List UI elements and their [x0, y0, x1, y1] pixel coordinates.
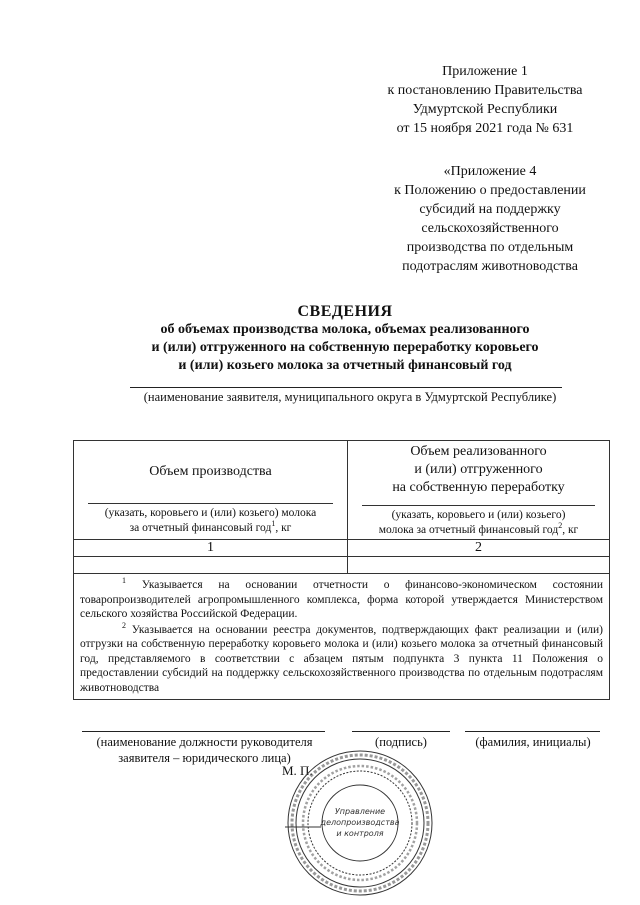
col1-number: 1 [74, 540, 348, 557]
col1-sub-line2 [78, 521, 343, 536]
col2-rule [362, 505, 595, 506]
sign-caption: (подпись) [375, 735, 427, 749]
col1-header-cell [74, 441, 348, 540]
col2-header-line3: на собственную переработку [392, 480, 565, 495]
appendix4-line: производства по отдельным [406, 240, 574, 255]
seal-text-line2: делопроизводства [320, 818, 400, 827]
col2-header [348, 443, 609, 497]
appendix-line: Удмуртской Республики [412, 102, 558, 117]
col2-header-line2: и (или) отгруженного [414, 462, 543, 477]
position-line [82, 731, 325, 732]
title-line-1: об объемах производства молока, объемах реализованного [160, 322, 530, 337]
footnote-2-text: Указывается на основании реестра документов, подтверждающих факт реализации и (или) отгрузки на собственную переработку коровьего молока и (или) козьего молока за отчетный финансовый год, представляемого в соответствии с абзацем пятым подпункта 3 пункта 11 Положения о предоставлении субсидий на поддержку сельскохозяйственного производства по отдельным подотраслям животноводства [80, 623, 603, 694]
appendix-line: к постановлению Правительства [387, 83, 583, 98]
sign-line [352, 731, 450, 732]
applicant-caption: (наименование заявителя, муниципального округа в Удмуртской Республике) [143, 390, 557, 404]
appendix4-line: подотраслям животноводства [402, 259, 578, 274]
footnote-2 [80, 620, 603, 696]
name-caption: (фамилия, инициалы) [475, 735, 591, 749]
seal-text-line1: Управление [334, 807, 386, 816]
appendix-header [330, 62, 640, 138]
official-seal [285, 748, 435, 898]
col2-header-line1: Объем реализованного [410, 444, 547, 459]
appendix4-header [340, 162, 640, 276]
col1-rule [88, 503, 333, 504]
col1-sub-tail: , кг [275, 522, 292, 534]
footnote-1-mark: 1 [122, 576, 126, 586]
footnote-2-mark: 2 [122, 620, 126, 630]
footnote-1-text: Указывается на основании отчетности о финансово-экономическом состоянии товаропроизводителей агропромышленного комплекса, форма которой утверждается Министерством сельского хозяйства Российской Федерации. [80, 579, 603, 620]
col2-value-cell[interactable] [348, 557, 610, 574]
col2-sub-text: молока за отчетный финансовый год [378, 524, 559, 536]
col1-sub-text: за отчетный финансовый год [129, 522, 272, 534]
appendix4-line: «Приложение 4 [443, 164, 537, 179]
col1-sub-line1: (указать, коровьего и (или) козьего) молока [104, 507, 317, 519]
col2-sub-line2 [352, 523, 605, 538]
data-table [73, 440, 610, 700]
col1-header: Объем производства [149, 464, 272, 479]
document-title: СВЕДЕНИЯ [297, 303, 393, 320]
col1-value-cell[interactable] [74, 557, 348, 574]
col1-subheader [78, 506, 343, 536]
col2-sub-tail: , кг [562, 524, 579, 536]
applicant-line [130, 387, 562, 388]
footnotes-cell [74, 574, 610, 700]
seal-place-label: М. П. [282, 763, 313, 778]
col2-number: 2 [348, 540, 610, 557]
appendix4-line: к Положению о предоставлении [394, 183, 586, 198]
title-line-3: и (или) козьего молока за отчетный финансовый год [178, 358, 512, 373]
appendix4-line: сельскохозяйственного [421, 221, 559, 236]
footnote-1 [80, 578, 603, 622]
col2-subheader [352, 508, 605, 538]
appendix-line: от 15 ноября 2021 года № 631 [396, 121, 574, 136]
col2-sub-line1: (указать, коровьего и (или) козьего) [391, 509, 566, 521]
seal-text-line3: и контроля [336, 829, 384, 838]
col2-header-cell [348, 441, 610, 540]
appendix-line: Приложение 1 [442, 64, 528, 79]
name-line [465, 731, 600, 732]
position-caption-line2: заявителя – юридического лица) [118, 751, 291, 765]
position-caption-line1: (наименование должности руководителя [96, 735, 313, 749]
col1-sup: 1 [271, 519, 276, 529]
title-line-2: и (или) отгруженного на собственную переработку коровьего [151, 340, 539, 355]
col2-sup: 2 [558, 521, 563, 531]
appendix4-line: субсидий на поддержку [419, 202, 561, 217]
